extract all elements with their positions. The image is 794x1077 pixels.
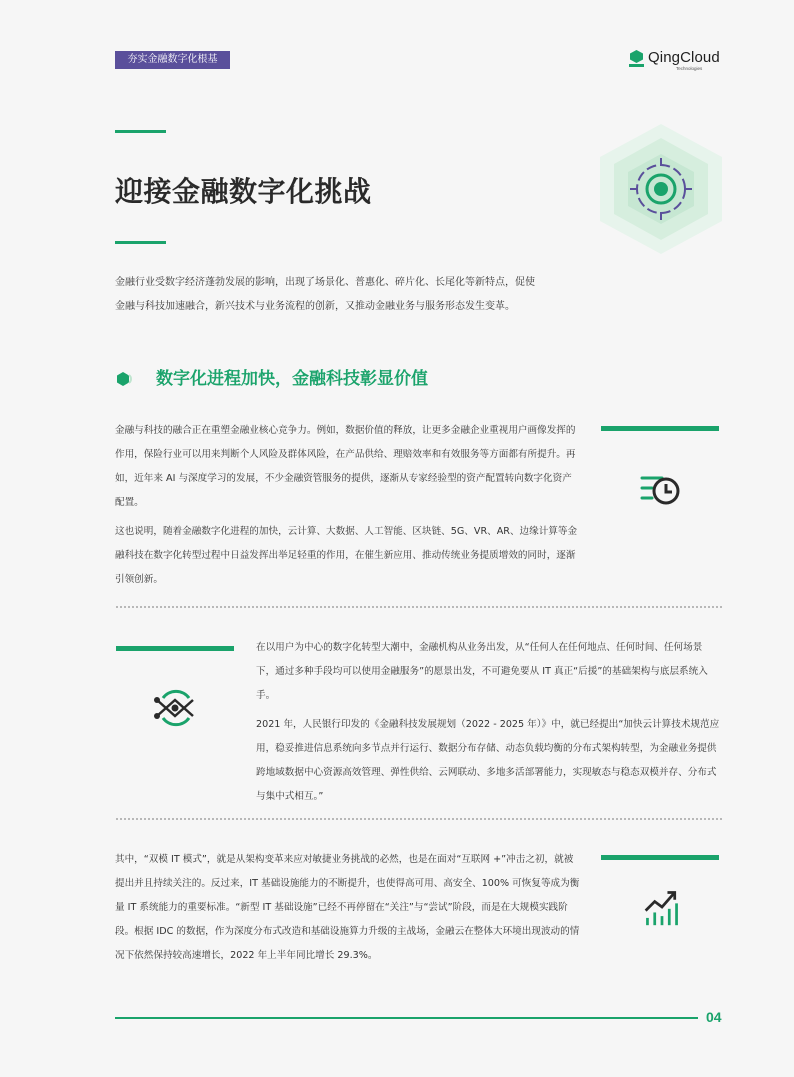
block2-paragraph-2: 2021 年，人民银行印发的《金融科技发展规划（2022 - 2025 年）》中，就已经提出“加快云计算技术规范应用，稳妥推进信息系统向多节点并行运行、数据分布存储、动态负载均衡的分布式架构转型，为金融业务提供跨地域数据中心资源高效管理、弹性供给、云网联动、多地多活部署能力，实现敏态与稳态双模并存、分布式与集中式相互。” — [256, 719, 720, 802]
section-heading-text: 数字化进程加快，金融科技彰显价值 — [156, 369, 428, 389]
growth-card — [601, 855, 719, 963]
clock-arrow-icon — [638, 466, 682, 510]
card-bar — [116, 646, 234, 651]
clock-card — [601, 426, 719, 554]
section-tag: 夯实金融数字化根基 — [115, 51, 230, 69]
divider-1 — [116, 606, 722, 608]
network-exchange-icon — [153, 686, 197, 730]
section-bullet-icon — [116, 372, 134, 386]
block3-paragraph-1: 其中，“双模 IT 模式”，就是从架构变革来应对敏捷业务挑战的必然，也是在面对“互联网 +”冲击之初，就被提出并且持续关注的。反过来，IT 基础设施能力的不断提升，也使得高可用、高安全、100% 可恢复等成为衡量 IT 系统能力的重要标准。“新型 IT 基础设施”已经不再停留在“关注”与“尝试”阶段，而是在大规模实践阶段。根据 IDC 的数据，作为深度分布式改造和基础设施算力升级的主战场，金融云在整体大环境出现波动的情况下依然保持较高速增长，2022 年上半年同比增长 29.3%。 — [115, 854, 580, 961]
logo-name: QingCloud — [648, 49, 720, 66]
footer-rule — [115, 1017, 698, 1019]
qingcloud-logo-icon — [629, 50, 644, 67]
qingcloud-logo — [629, 49, 724, 73]
card-bar — [601, 426, 719, 431]
block2-text — [256, 636, 721, 809]
growth-chart-icon — [640, 887, 684, 927]
network-card — [116, 646, 234, 768]
block1-text — [115, 419, 580, 592]
title-rule-bottom — [115, 241, 166, 244]
block1-paragraph-2: 这也说明，随着金融数字化进程的加快，云计算、大数据、人工智能、区块链、5G、VR、AR、边缘计算等金融科技在数字化转型过程中日益发挥出举足轻重的作用，在催生新应用、推动传统业务提质增效的同时，逐渐引领创新。 — [115, 526, 578, 585]
page-number: 04 — [706, 1009, 722, 1025]
intro-paragraph: 金融行业受数字经济蓬勃发展的影响，出现了场景化、普惠化、碎片化、长尾化等新特点，促使金融与科技加速融合，新兴技术与业务流程的创新，又推动金融业务与服务形态发生变革。 — [115, 277, 535, 312]
block1-paragraph-1: 金融与科技的融合正在重塑金融业核心竞争力。例如，数据价值的释放，让更多金融企业重视用户画像发挥的作用，保险行业可以用来判断个人风险及群体风险，在产品供给、理赔效率和有效服务等方面都有所提升。再如，近年来 AI 与深度学习的发展，不少金融资管服务的提供，逐渐从专家经验型的资产配置转向数字化资产配置。 — [115, 425, 576, 508]
block2-paragraph-1: 在以用户为中心的数字化转型大潮中，金融机构从业务出发，从“任何人在任何地点、任何时间、任何场景下，通过多种手段均可以使用金融服务”的愿景出发，不可避免要从 IT 真正“后援”的基础架构与底层系统入手。 — [256, 642, 708, 701]
divider-2 — [116, 818, 722, 820]
block3-text — [115, 848, 580, 968]
target-hex-icon — [600, 124, 722, 254]
logo-subtitle: Technologies — [676, 66, 703, 71]
title-rule-top — [115, 130, 166, 133]
card-bar — [601, 855, 719, 860]
page-title: 迎接金融数字化挑战 — [115, 175, 372, 208]
